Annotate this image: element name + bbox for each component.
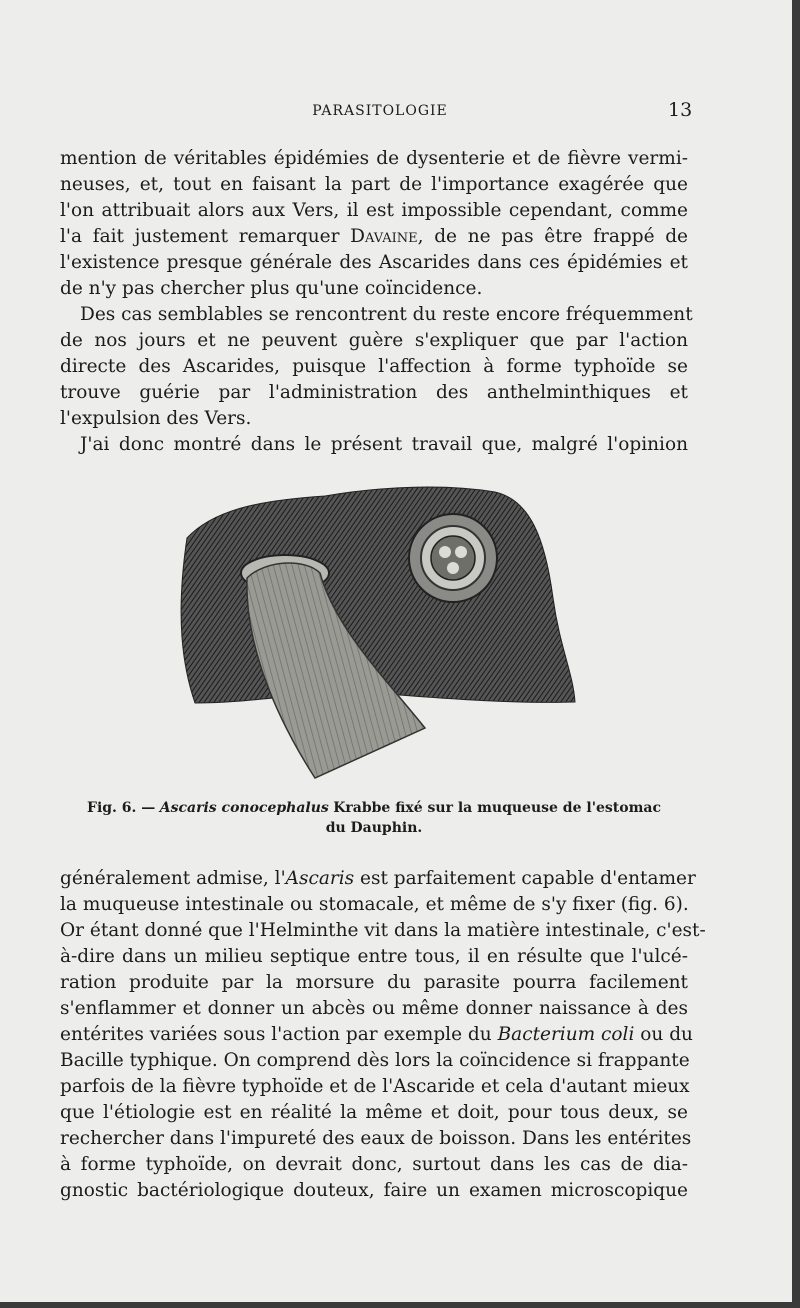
text-line: Des cas semblables se rencontrent du reste encore fréquemment: [80, 304, 693, 325]
text-line: gnostic bactériologique douteux, faire un examen microscopique: [60, 1180, 688, 1201]
text-line: J'ai donc montré dans le présent travail que, malgré l'opinion: [80, 434, 688, 455]
text-fragment: l'a fait justement remarquer: [60, 226, 340, 247]
text-line: s'enflammer et donner un abcès ou même donner naissance à des: [60, 998, 688, 1019]
text-line: l'existence presque générale des Ascarides dans ces épidémies et: [60, 252, 688, 273]
text-line: de nos jours et ne peuvent guère s'expliquer que par l'action: [60, 330, 688, 351]
text-line: l'on attribuait alors aux Vers, il est impossible cependant, comme: [60, 200, 688, 221]
figure-label: Fig. 6. —: [87, 800, 156, 816]
text-fragment: , de ne pas être frappé de: [417, 226, 688, 247]
species-name: Ascaris conocephalus: [159, 800, 329, 816]
text-line: [60, 224, 688, 250]
figure-illustration: [175, 478, 580, 788]
bacterium-name: Bacterium coli: [497, 1024, 635, 1045]
running-title: PARASITOLOGIE: [312, 103, 448, 119]
text-line: parfois de la fièvre typhoïde et de l'Ascaride et cela d'autant mieux: [60, 1076, 690, 1097]
genus-name: Ascaris: [285, 868, 355, 889]
text-line: Bacille typhique. On comprend dès lors la coïncidence si frappante: [60, 1050, 690, 1071]
page-number: 13: [668, 99, 693, 121]
text-line: Or étant donné que l'Helminthe vit dans la matière intestinale, c'est-: [60, 920, 706, 941]
caption-text: Krabbe fixé sur la muqueuse de l'estomac: [333, 800, 661, 816]
text-line: généralement admise, l'Ascaris est parfaitement capable d'entamer: [60, 868, 696, 889]
text-line: à-dire dans un milieu septique entre tous, il en résulte que l'ulcé-: [60, 946, 688, 967]
text-line: l'expulsion des Vers.: [60, 408, 252, 429]
text-line: la muqueuse intestinale ou stomacale, et même de s'y fixer (fig. 6).: [60, 894, 689, 915]
text-line: mention de véritables épidémies de dysenterie et de fièvre vermi-: [60, 148, 688, 169]
text-line: entérites variées sous l'action par exemple du Bacterium coli ou du: [60, 1024, 693, 1045]
author-name: Davaine: [350, 226, 418, 247]
text-line: trouve guérie par l'administration des anthelminthiques et: [60, 382, 688, 403]
text-line: neuses, et, tout en faisant la part de l'importance exagérée que: [60, 174, 688, 195]
text-line: de n'y pas chercher plus qu'une coïncidence.: [60, 278, 483, 299]
text-line: ration produite par la morsure du parasite pourra facilement: [60, 972, 688, 993]
text-line: à forme typhoïde, on devrait donc, surtout dans les cas de dia-: [60, 1154, 688, 1175]
text-line: que l'étiologie est en réalité la même et doit, pour tous deux, se: [60, 1102, 688, 1123]
figure-caption: [60, 798, 688, 818]
figure-caption-line-2: du Dauphin.: [325, 820, 423, 836]
text-line: directe des Ascarides, puisque l'affection à forme typhoïde se: [60, 356, 688, 377]
text-line: rechercher dans l'impureté des eaux de boisson. Dans les entérites: [60, 1128, 692, 1149]
